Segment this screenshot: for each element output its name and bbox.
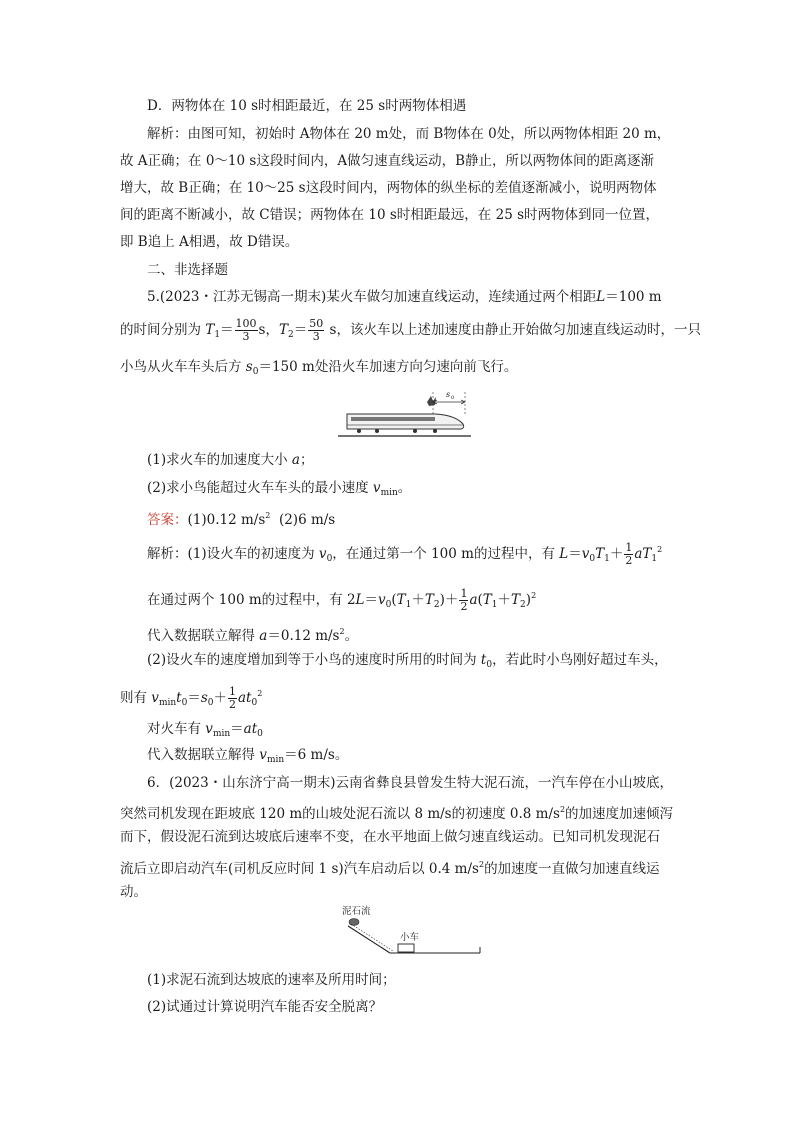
fraction: $\frac{100}{3}$ <box>235 317 257 343</box>
q5-stem: 小鸟从火车车头后方 $s_0=150$ m处沿火车加速方向匀速向前飞行。 <box>120 359 518 377</box>
q6-part1: (1)求泥石流到达坡底的速率及所用时间； <box>147 972 396 988</box>
analysis-line: 故 A正确；在 0～10 s这段时间内，A做匀速直线运动，B静止，所以两物体间的距离逐渐 <box>120 153 654 169</box>
fraction: $\frac{1}{2}$ <box>460 587 468 613</box>
q6-stem: 6．(2023・山东济宁高一期末)云南省彝良县曾发生特大泥石流，一汽车停在小山坡底， <box>147 775 673 791</box>
analysis-line: 对火车有 $v_{min}=at_0$ <box>147 721 263 739</box>
q5-stem: 5.(2023・江苏无锡高一期末)某火车做匀加速直线运动，连续通过两个相距L＝100 m <box>147 289 662 305</box>
analysis-line: 解析：(1)设火车的初速度为 $v_0$，在通过第一个 100 m的过程中，有 $L=v_0T_1+$ $\frac{1}{2}$ $aT_1^2$ <box>147 541 663 567</box>
s0-label: s <box>446 390 451 399</box>
car-label: 小车 <box>400 932 420 943</box>
svg-text:0: 0 <box>451 395 455 401</box>
slope-line <box>348 926 390 953</box>
fraction: $\frac{1}{2}$ <box>229 685 236 711</box>
analysis-line: 代入数据联立解得 $v_{min}=6$ m/s。 <box>147 747 349 765</box>
q5-part2: (2)求小鸟能超过火车车头的最小速度 $v_{min}$。 <box>147 480 412 498</box>
analysis-line: 代入数据联立解得 a＝0.12 $m/s^2$。 <box>147 627 359 644</box>
fraction: $\frac{1}{2}$ <box>625 541 633 567</box>
analysis-line: (2)设火车的速度增加到等于小鸟的速度时所用的时间为 $t_0$，若此时小鸟刚好超过车头， <box>147 652 668 670</box>
q5-stem: 的时间分别为 $T_1=$ $\frac{100}{3}$ s，$T_2=$ $\frac{50}{3}$ s，该火车以上述加速度由静止开始做匀加速直线运动时，一只 <box>120 317 701 343</box>
fraction: $\frac{50}{3}$ <box>309 317 324 343</box>
train-icon <box>347 414 464 433</box>
q6-stem: 流后立即启动汽车(司机反应时间 1 s)汽车启动后以 0.4 $m/s^2$的加速度一直做匀加速直线运 <box>120 860 660 877</box>
mudslide-figure <box>338 904 486 960</box>
option-d: D．两物体在 10 s时相距最近，在 25 s时两物体相遇 <box>147 98 467 114</box>
section-heading: 二、非选择题 <box>147 262 228 278</box>
analysis-line: 在通过两个 100 m的过程中，有 $2L=v_0(T_1+T_2)+$ $\frac{1}{2}$ $a(T_1+T_2)^2$ <box>147 587 537 613</box>
analysis-line: 间的距离不断减小，故 C错误；两物体在 10 s时相距最远，在 25 s时两物体到同一位置， <box>120 207 659 223</box>
q5-part1: (1)求火车的加速度大小 a； <box>147 452 314 468</box>
mudslide-icon <box>349 919 359 926</box>
q6-part2: (2)试通过计算说明汽车能否安全脱离？ <box>147 999 383 1015</box>
q6-stem: 突然司机发现在距坡底 120 m的山坡处泥石流以 8 m/s的初速度 0.8 $m/s^2$的加速度加速倾泻 <box>120 805 674 822</box>
q6-stem: 而下，假设泥石流到达坡底后速率不变，在水平地面上做匀速直线运动。已知司机发现泥石 <box>120 829 660 845</box>
analysis-line: 即 B追上 A相遇，故 D错误。 <box>120 234 299 250</box>
analysis-line: 增大，故 B正确；在 10～25 s这段时间内，两物体的纵坐标的差值逐渐减小，说明两物体 <box>120 180 657 196</box>
car-icon <box>398 944 414 952</box>
analysis-line: 则有 $v_{min}t_0=s_0+$ $\frac{1}{2}$ $at_0^2$ <box>120 685 263 711</box>
answer: 答案：(1)0.12 $m/s^2$ (2)6 m/s <box>147 511 336 528</box>
analysis-line: 解析：由图可知，初始时 A物体在 20 m处，而 B物体在 0处，所以两物体相距 20 m， <box>147 126 671 142</box>
train-bird-figure <box>335 388 475 440</box>
q6-stem: 动。 <box>120 884 147 900</box>
mudslide-label: 泥石流 <box>342 906 371 917</box>
